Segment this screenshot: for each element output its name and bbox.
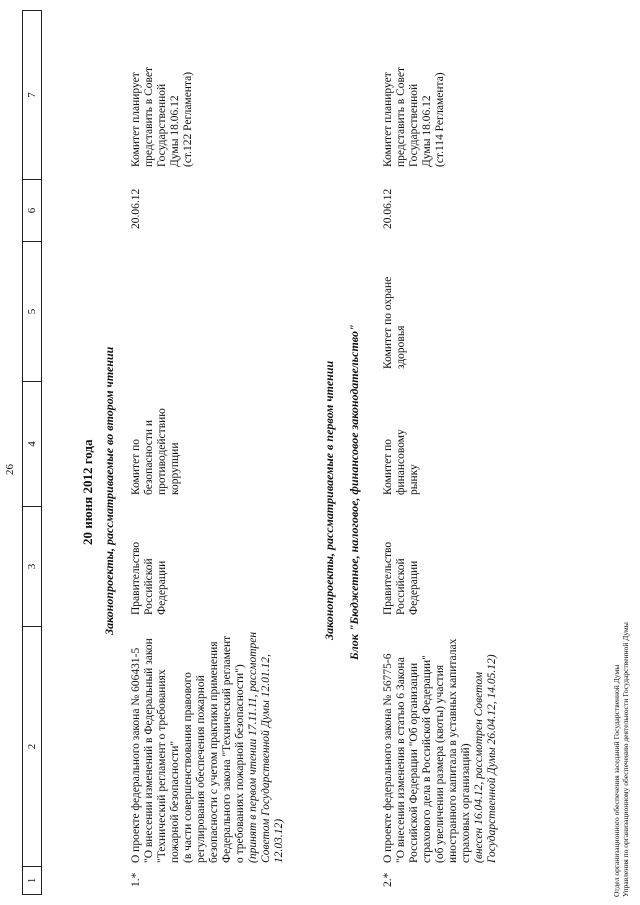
item2-committee [382, 429, 421, 495]
item1-line: (в части совершенствования правового [182, 672, 194, 863]
item2-line: О проекте федерального закона № 56775-6 [382, 653, 394, 863]
item2-line: "О внесении изменения в статью 6 Закона [395, 657, 407, 863]
author-line: Российской [143, 558, 155, 615]
table-header [22, 10, 42, 895]
item1-line: Федерального закона "Технический регламент [221, 635, 233, 863]
note-line: (ст.122 Регламента) [182, 71, 194, 167]
item1-line: пожарной безопасности" [169, 740, 181, 863]
item1-line: "О внесении изменений в Федеральный закон [143, 638, 155, 863]
item2-line: Российской Федерации "Об организации [408, 662, 420, 863]
committee-line: Комитет по [382, 439, 394, 495]
co-committee-line: здоровья [395, 325, 407, 369]
committee-line: безопасности и [143, 419, 155, 495]
note-line: Думы 18.06.12 [169, 95, 181, 167]
committee-line: Комитет по [130, 439, 142, 495]
item1-committee [130, 408, 182, 495]
note-line: Комитет планирует [382, 72, 394, 167]
item2-number: 2.* [382, 872, 394, 887]
author-line: Федерации [156, 560, 168, 615]
note-line: представить в Совет [395, 66, 407, 167]
item2-note [382, 67, 447, 167]
item2-date: 20.06.12 [382, 188, 394, 229]
item2-line: иностранного капитала в уставных капиталах [447, 638, 459, 863]
item1-line: "Технический регламент о требованиях [156, 669, 168, 863]
item1-line: регулирования обеспечения пожарной [195, 675, 207, 863]
committee-line: финансовому [395, 429, 407, 495]
page-number: 26 [4, 464, 16, 475]
author-line: Российской [395, 558, 407, 615]
header-col-7: 7 [26, 92, 38, 98]
item2-description [382, 613, 499, 863]
author-line: Правительство [130, 541, 142, 615]
item2-line: страховых организаций) [460, 743, 472, 863]
footer [612, 622, 630, 897]
item1-italic-line: Советом Государственной Думы 12.01.12, [260, 654, 272, 863]
item2-italic-line: (внесен 16.04.12, рассмотрен Советом [473, 671, 485, 863]
block-title: Блок "Бюджетное, налоговое, финансовое законодательство" [347, 324, 361, 660]
item1-number: 1.* [130, 872, 142, 887]
committee-line: рынку [408, 464, 420, 495]
item2-line: (об увеличении размера (квоты) участия [434, 664, 446, 863]
footer-line: Управления по организационному обеспечению деятельности Государственной Думы [621, 622, 630, 897]
header-col-1: 1 [23, 866, 41, 894]
item2-author [382, 542, 421, 615]
item1-date: 20.06.12 [130, 188, 142, 229]
item1-author [130, 542, 169, 615]
item1-italic-line: (принят в первом чтении 17.11.11, рассмотрен [247, 631, 259, 863]
co-committee-line: Комитет по охране [382, 276, 394, 369]
item1-description [130, 613, 286, 863]
committee-line: противодействию [156, 408, 168, 495]
item2-italic-line: Государственной Думы 26.04.12, 14.05.12) [486, 654, 498, 863]
item1-line: о требованиях пожарной безопасности") [234, 664, 246, 863]
header-col-2: 2 [23, 626, 41, 866]
item1-italic-line: 12.03.12) [273, 818, 285, 863]
header-col-6: 6 [23, 179, 41, 241]
item1-note [130, 67, 195, 167]
note-line: Думы 18.06.12 [421, 95, 433, 167]
author-line: Федерации [408, 560, 420, 615]
note-line: Комитет планирует [130, 72, 142, 167]
section1-title: Законопроекты, рассматриваемые во втором чтении [102, 346, 116, 635]
note-line: представить в Совет [143, 66, 155, 167]
item2-line: страхового дела в Российской Федерации" [421, 655, 433, 863]
item1-line: О проекте федерального закона № 606431-5 [130, 647, 142, 863]
author-line: Правительство [382, 541, 394, 615]
item2-co-committee [382, 277, 408, 369]
note-line: (ст.114 Регламента) [434, 72, 446, 167]
item1-line: безопасности с учетом практики применения [208, 641, 220, 863]
header-col-4: 4 [23, 381, 41, 506]
footer-line: Отдел организационного обеспечения заседаний Государственной Думы [612, 664, 621, 897]
note-line: Государственной [156, 83, 168, 167]
committee-line: коррупции [169, 442, 181, 495]
section2-title: Законопроекты, рассматриваемые в первом чтении [322, 360, 336, 640]
note-line: Государственной [408, 83, 420, 167]
header-col-3: 3 [23, 506, 41, 626]
header-col-5: 5 [23, 241, 41, 381]
date-title: 20 июня 2012 года [80, 439, 95, 545]
